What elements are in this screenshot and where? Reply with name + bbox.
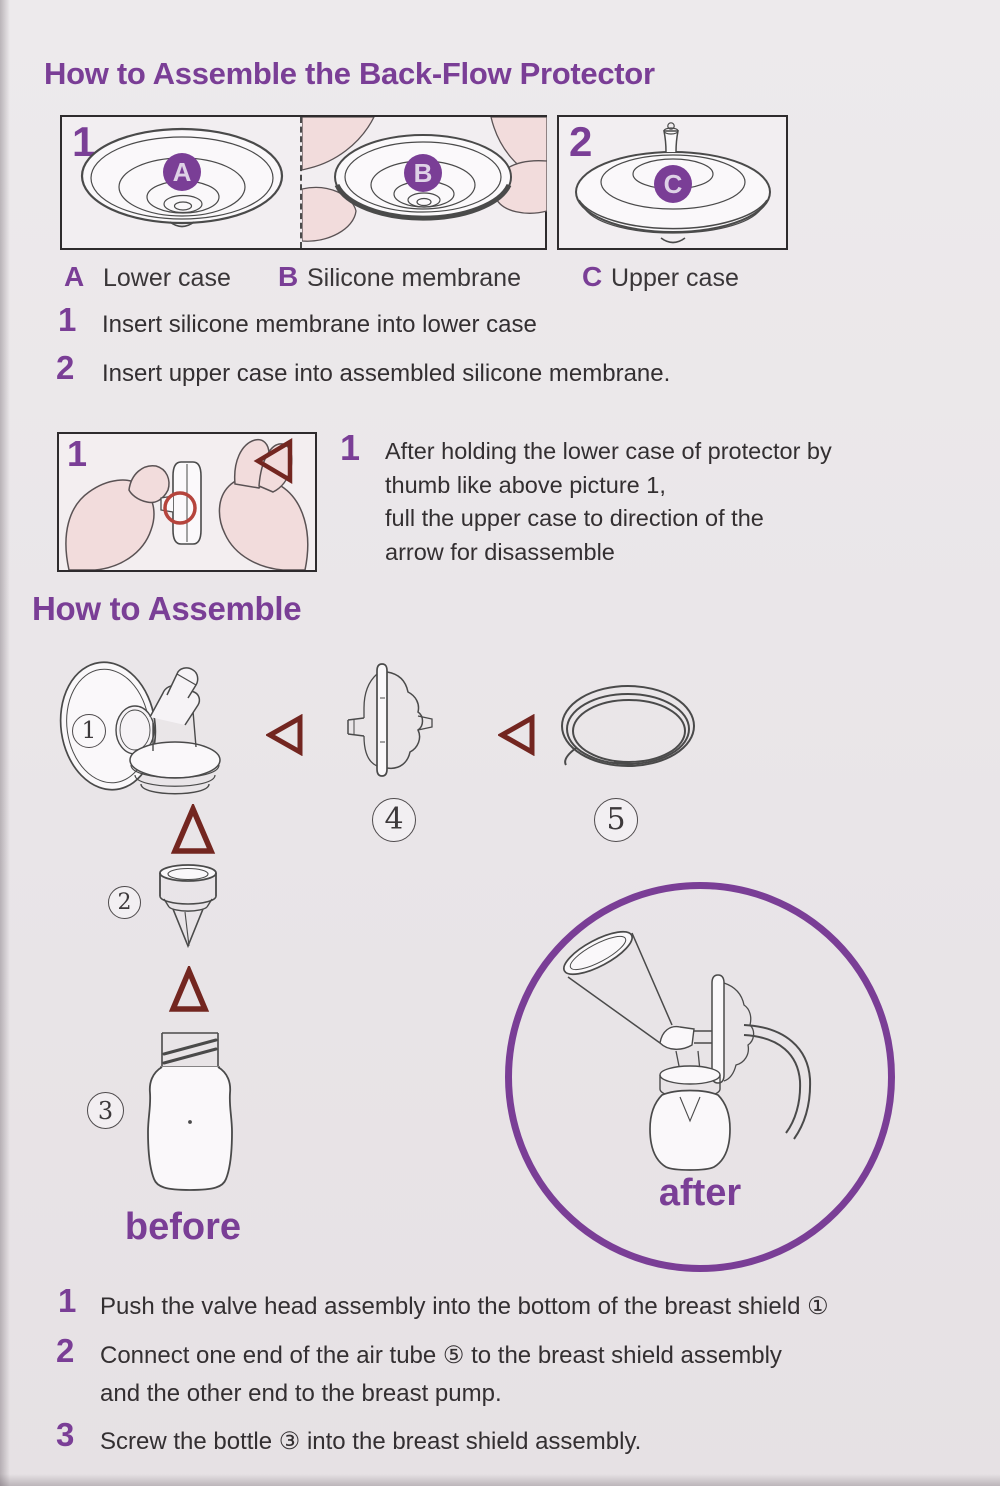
part-a-letter: A xyxy=(172,157,192,187)
part-b-letter: B xyxy=(413,158,433,188)
disassemble-figure-number: 1 xyxy=(67,433,88,474)
bottom-step1-text: Push the valve head assembly into the bottom of the breast shield ① xyxy=(100,1293,829,1320)
left-thumb xyxy=(129,466,169,503)
part2-circled-number: 2 xyxy=(108,886,141,919)
page-title: How to Assemble the Back-Flow Protector xyxy=(44,56,655,91)
part-c-letter: C xyxy=(663,169,683,199)
bottom-step3-number: 3 xyxy=(56,1416,75,1453)
assemble-arrow-left-2-icon xyxy=(498,714,536,756)
backflow-protector-illustration xyxy=(342,660,434,780)
photo-edge-left xyxy=(0,0,10,1486)
right-hand xyxy=(219,477,307,570)
panel2-number: 2 xyxy=(569,118,593,165)
assemble-arrow-left-1-icon xyxy=(266,714,304,756)
protector-in-assembly xyxy=(712,975,724,1083)
disassemble-line2: thumb like above picture 1, xyxy=(385,472,666,498)
bottom-step1-number: 1 xyxy=(58,1282,77,1319)
after-label: after xyxy=(658,1172,742,1214)
figure-panel-1 xyxy=(60,115,547,250)
legend-a-label: Lower case xyxy=(103,264,231,292)
figure-panel-2 xyxy=(557,115,788,250)
protector-nozzle-left xyxy=(348,718,364,736)
legend-c-letter: C xyxy=(582,261,603,292)
lower-case-illustration xyxy=(65,120,299,245)
before-label: before xyxy=(124,1206,242,1248)
legend-a-letter: A xyxy=(64,261,85,292)
legend-c-label: Upper case xyxy=(611,264,739,292)
part5-circled-number: 5 xyxy=(594,798,638,842)
part1-circled-number: 1 xyxy=(72,714,106,748)
assemble-arrow-up-2-icon xyxy=(168,966,210,1014)
hands-holding-protector-illustration xyxy=(59,434,315,570)
assemble-arrow-up-1-icon xyxy=(170,804,216,856)
part3-circled-number: 3 xyxy=(87,1092,124,1129)
bottom-step2-number: 2 xyxy=(56,1332,75,1369)
shield-rim xyxy=(558,925,637,982)
silicone-membrane-illustration xyxy=(302,117,547,248)
shield-base xyxy=(130,742,220,778)
disassemble-line3: full the upper case to direction of the xyxy=(385,505,764,531)
step1-number: 1 xyxy=(58,301,77,338)
step1-text: Insert silicone membrane into lower case xyxy=(102,311,537,338)
step2-text: Insert upper case into assembled silicone membrane. xyxy=(102,360,671,387)
disassemble-step-number: 1 xyxy=(340,427,361,468)
valve-head-illustration xyxy=(158,864,218,948)
section2-title: How to Assemble xyxy=(32,590,302,627)
step2-number: 2 xyxy=(56,349,75,386)
air-tube-illustration xyxy=(558,684,698,776)
bottle-in-assembly xyxy=(650,1091,730,1171)
bottle-threads xyxy=(164,1040,216,1063)
bottom-step2-text-line1: Connect one end of the air tube ⑤ to the breast shield assembly xyxy=(100,1342,782,1369)
legend-b-label: Silicone membrane xyxy=(307,264,521,292)
photo-bottom-margin xyxy=(0,1486,1000,1500)
legend-b-letter: B xyxy=(278,261,299,292)
bottom-step2-text-line2: and the other end to the breast pump. xyxy=(100,1380,502,1407)
part4-circled-number: 4 xyxy=(372,798,416,842)
bottom-step3-text: Screw the bottle ③ into the breast shield assembly. xyxy=(100,1428,642,1455)
assembled-pump-illustration xyxy=(548,925,852,1175)
disassemble-figure xyxy=(57,432,317,572)
panel1-number: 1 xyxy=(72,118,96,165)
photo-edge-bottom xyxy=(0,1474,1000,1486)
upper-case-illustration xyxy=(563,120,783,246)
bottle-body xyxy=(148,1067,232,1190)
bottle-illustration xyxy=(143,1030,237,1192)
disassemble-line4: arrow for disassemble xyxy=(385,539,615,565)
disassemble-line1: After holding the lower case of protector by xyxy=(385,438,832,464)
